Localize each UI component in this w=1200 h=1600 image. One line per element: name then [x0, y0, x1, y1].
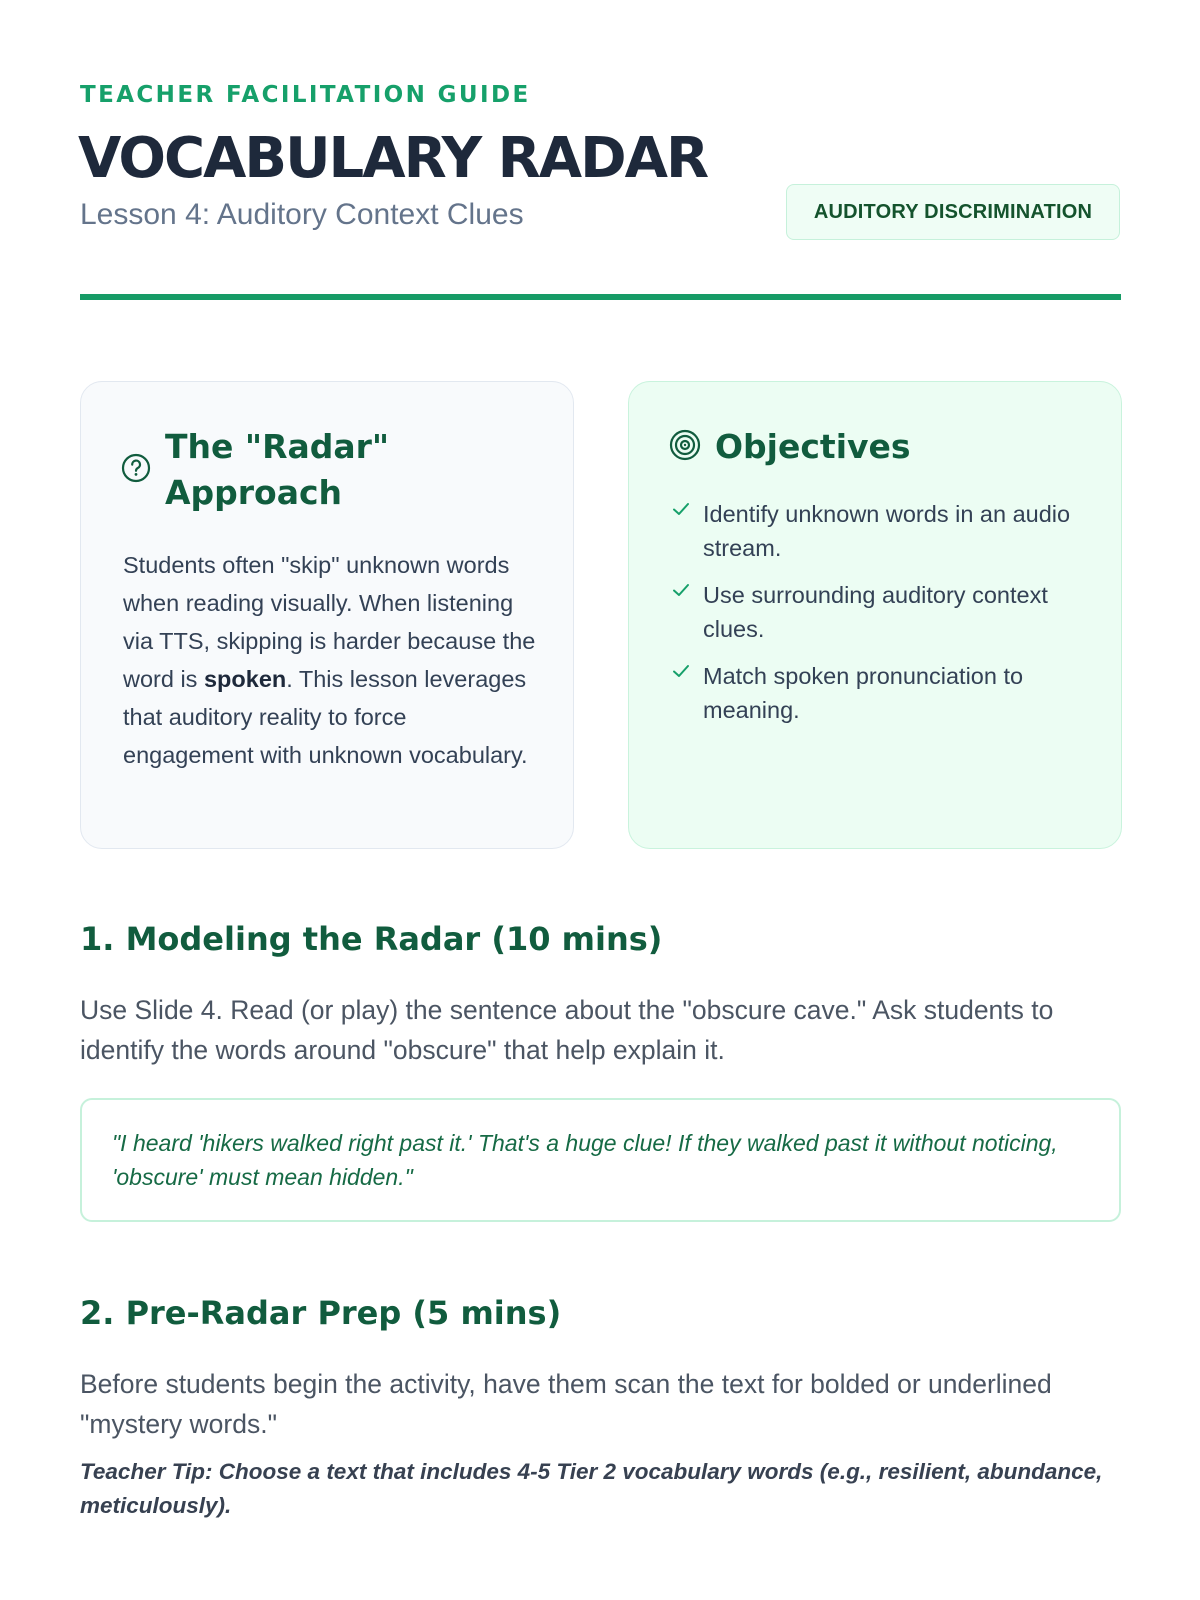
header-divider — [80, 294, 1121, 300]
objectives-card-header — [669, 424, 911, 470]
lesson-subtitle: Lesson 4: Auditory Context Clues — [80, 198, 524, 231]
approach-text-emphasis: spoken — [203, 666, 287, 692]
list-item — [671, 659, 1091, 727]
list-item — [671, 497, 1091, 565]
objective-text: Match spoken pronunciation to meaning. — [703, 663, 1024, 723]
approach-card-header — [121, 424, 425, 516]
section-2-text: Before students begin the activity, have them scan the text for bolded or underlined "mystery words." — [80, 1369, 1052, 1439]
objectives-title: Objectives — [715, 427, 911, 466]
list-item — [671, 578, 1091, 646]
objectives-card — [628, 381, 1122, 849]
question-circle-icon — [121, 453, 151, 488]
objective-text: Use surrounding auditory context clues. — [703, 582, 1048, 642]
teacher-tip: Teacher Tip: Choose a text that includes 4-5 Tier 2 vocabulary words (e.g., resilient, abundance, meticulously). — [80, 1459, 1103, 1518]
check-icon — [671, 661, 703, 686]
section-1-text: Use Slide 4. Read (or play) the sentence about the "obscure cave." Ask students to identify the words around "obscure" that help explain it. — [80, 995, 1054, 1065]
approach-card — [80, 381, 574, 849]
approach-description — [123, 546, 543, 774]
approach-title: The "Radar" Approach — [165, 427, 390, 512]
page-title: VOCABULARY RADAR — [78, 126, 708, 191]
approach-text-start: Students often "skip" unknown words when reading visually. When listening via TTS, skipping is harder because the word is — [123, 552, 536, 692]
check-icon — [671, 499, 703, 524]
objective-text: Identify unknown words in an audio stream. — [703, 501, 1071, 561]
section-2-heading: 2. Pre-Radar Prep (5 mins) — [80, 1294, 562, 1332]
objectives-list — [671, 497, 1091, 740]
section-1-heading: 1. Modeling the Radar (10 mins) — [80, 920, 663, 958]
skill-badge: AUDITORY DISCRIMINATION — [786, 184, 1120, 240]
eyebrow-label: TEACHER FACILITATION GUIDE — [80, 82, 531, 108]
check-icon — [671, 580, 703, 605]
approach-text-end: . This lesson leverages that auditory reality to force engagement with unknown vocabulary. — [123, 666, 528, 768]
model-quote: "I heard 'hikers walked right past it.' That's a huge clue! If they walked past it without noticing, 'obscure' must mean hidden." — [80, 1098, 1121, 1222]
target-icon — [669, 429, 701, 466]
